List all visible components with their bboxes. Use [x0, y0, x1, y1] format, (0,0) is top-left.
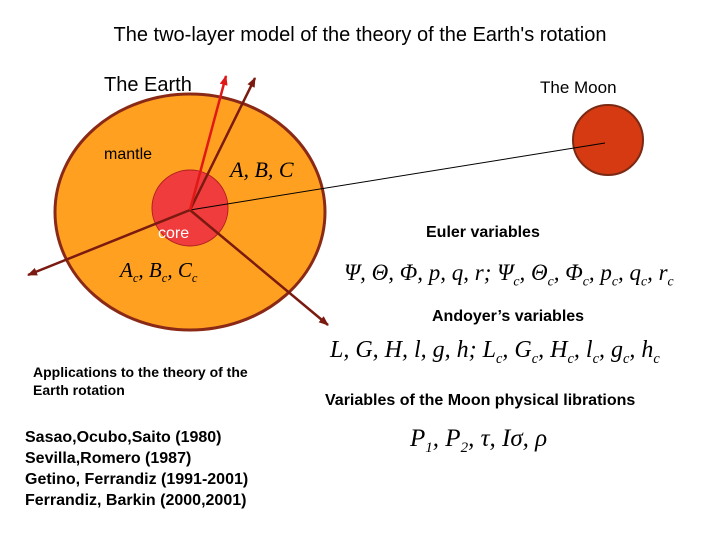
earth-label: The Earth	[104, 74, 192, 96]
moon-librations-title: Variables of the Moon physical librations	[325, 392, 636, 409]
references-list	[25, 427, 248, 511]
core-label: core	[158, 225, 190, 242]
euler-variables-formula: Ψ, Θ, Φ, p, q, r; $\Psi_c$, $\Theta_c$, $\Phi_c$, $p_c$, $q_c$, $r_c$	[344, 260, 674, 289]
mantle-label: mantle	[104, 146, 153, 163]
andoyer-variables-title: Andoyer’s variables	[432, 308, 585, 325]
andoyer-variables-formula: L, G, H, l, g, h; $L_c$, $G_c$, $H_c$, $l_c$, $g_c$, $h_c$	[330, 337, 660, 367]
reference-item: Getino, Ferrandiz (1991-2001)	[25, 471, 249, 488]
moon-libration-variables-formula: $P_1$, $P_2$, τ, Iσ, ρ	[410, 425, 548, 456]
applications-title: Applications to the theory of the Earth rotation	[33, 364, 248, 398]
moon	[573, 105, 643, 175]
reference-item: Ferrandiz, Barkin (2000,2001)	[25, 492, 247, 509]
euler-variables-title: Euler variables	[426, 224, 540, 241]
core-inertia-moments: $A_c$, $B_c$, $C_c$	[120, 258, 198, 286]
reference-item: Sevilla,Romero (1987)	[25, 450, 192, 467]
slide-title: The two-layer model of the theory of the Earth's rotation	[113, 24, 607, 46]
mantle-inertia-moments: A, B, C	[230, 157, 294, 182]
reference-item: Sasao,Ocubo,Saito (1980)	[25, 429, 222, 446]
moon-label: The Moon	[540, 78, 617, 97]
